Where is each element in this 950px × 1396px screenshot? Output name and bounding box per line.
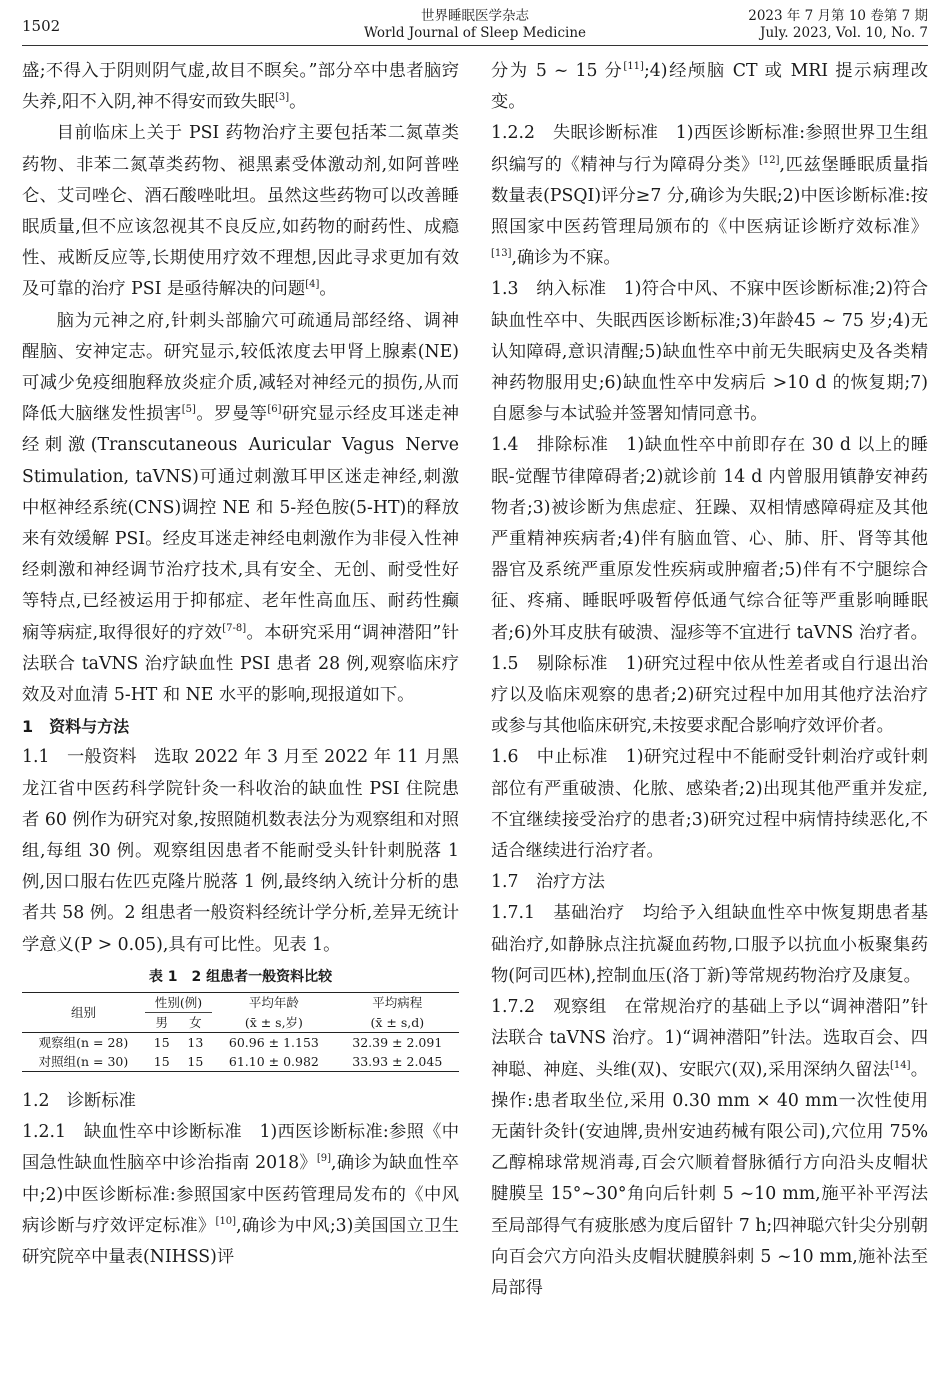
column-header: 女 (179, 1012, 213, 1032)
running-header (0, 0, 950, 44)
paragraph: 1.5 剔除标准 1)研究过程中依从性差者或自行退出治疗以及临床观察的患者;2)研究过程中加用其他疗法治疗或参与其他临床研究,未按要求配合影响疗效评价者。 (491, 653, 928, 737)
citation: [11] (623, 61, 644, 72)
paragraph: 目前临床上关于 PSI 药物治疗主要包括苯二氮䓬类药物、非苯二氮䓬类药物、褪黑素受体激动剂,如阿普唑仑、艾司唑仑、酒石酸唑吡坦。虽然这些药物可以改善睡眠质量,但不应该忽视其不良反应,如药物的耐药性、成瘾性、戒断反应等,长期使用疗效不理想,因此寻求更加有效及可靠的治疗 PSI 是亟待解决的问题[4]。 (22, 123, 459, 300)
paragraph: 脑为元神之府,针刺头部腧穴可疏通局部经络、调神醒脑、安神定志。研究显示,较低浓度去甲肾上腺素(NE)可减少免疫细胞释放炎症介质,减轻对神经元的损伤,从而降低大脑继发性损害[5]。罗曼等[6]研究显示经皮耳迷走神经刺激(Transcutaneous Auricular Vagus Nerve Stimulation, taVNS)可通过刺激耳甲区迷走神经,刺激中枢神经系统(CNS)调控 NE 和 5-羟色胺(5-HT)的释放来有效缓解 PSI。经皮耳迷走神经电刺激作为非侵入性神经刺激和神经调节治疗技术,具有安全、无创、耐受性好等特点,已经被运用于抑郁症、老年性高血压、耐药性癫痫等病症,取得很好的疗效[7-8]。本研究采用“调神潜阳”针法联合 taVNS 治疗缺血性 PSI 患者 28 例,观察临床疗效及对血清 5-HT 和 NE 水平的影响,现报道如下。 (22, 310, 459, 706)
data-table (22, 992, 459, 1072)
paragraph: 分为 5 ~ 15 分[11];4)经颅脑 CT 或 MRI 提示病理改变。 (491, 61, 928, 113)
table-title: 表 1 2 组患者一般资料比较 (148, 968, 333, 985)
paragraph: 1.2.2 失眠诊断标准 1)西医诊断标准:参照世界卫生组织编写的《精神与行为障碍分类》[12],匹兹堡睡眠质量指数量表(PSQI)评分≥7 分,确诊为失眠;2)中医诊断标准:按照国家中医药管理局颁布的《中医病证诊断疗效标准》[13],确诊为不寐。 (491, 123, 928, 269)
section-heading: 1 资料与方法 (22, 717, 130, 737)
paragraph: 1.2.1 缺血性卒中诊断标准 1)西医诊断标准:参照《中国急性缺血性脑卒中诊治指南 2018》[9],确诊为缺血性卒中;2)中医诊断标准:参照国家中医药管理局发布的《中风病诊断与疗效评定标准》[10],确诊为中风;3)美国国立卫生研究院卒中量表(NIHSS)评 (22, 1122, 459, 1267)
paragraph: 1.6 中止标准 1)研究过程中不能耐受针刺治疗或针刺部位有严重破溃、化脓、感染者;2)出现其他严重并发症,不宜继续接受治疗的患者;3)研究过程中病情持续恶化,不适合继续进行治疗者。 (491, 747, 928, 862)
left-column (22, 56, 459, 1273)
right-column (491, 56, 928, 1304)
journal-title-en: World Journal of Sleep Medicine (363, 25, 587, 41)
column-header: 男 (145, 1012, 179, 1032)
paragraph: 盛;不得入于阴则阴气虚,故目不瞑矣。”部分卒中患者脑窍失养,阳不入阴,神不得安而致失眠[3]。 (22, 61, 459, 113)
column-header: (x̄ ± s,d) (370, 1014, 425, 1030)
citation: [12] (759, 154, 780, 166)
subsection-heading: 1.7 治疗方法 (491, 872, 605, 893)
citation: [5] (181, 404, 196, 416)
table-row: 观察组(n = 28) 15 13 60.96 ± 1.153 32.39 ± 2.091 (22, 1032, 459, 1052)
column-header: (x̄ ± s,岁) (244, 1014, 303, 1030)
paragraph: 1.1 一般资料 选取 2022 年 3 月至 2022 年 11 月黑龙江省中医药科学院针灸一科收治的缺血性 PSI 住院患者 60 例作为研究对象,按照随机数表法分为观察组和对照组,每组 30 例。观察组因患者不能耐受头针针刺脱落 1 例,因口服右佐匹克隆片脱落 1 例,最终纳入统计分析的患者共 58 例。2 组患者一般资料经统计学分析,差异无统计学意义(P > 0.05),具有可比性。见表 1。 (22, 747, 460, 955)
subsection-heading: 1.2 诊断标准 (22, 1090, 136, 1111)
citation: [4] (305, 279, 320, 291)
citation: [7-8] (222, 622, 247, 634)
table-row: 对照组(n = 30) 15 15 61.10 ± 0.982 33.93 ± 2.045 (22, 1052, 459, 1072)
paragraph: 1.4 排除标准 1)缺血性卒中前即存在 30 d 以上的睡眠-觉醒节律障碍者;2)就诊前 14 d 内曾服用镇静安神药物者;3)被诊断为焦虑症、狂躁、双相情感障碍症及其他严重精神疾病者;4)伴有脑血管、心、肺、肝、肾等其他器官及系统严重原发性疾病或肿瘤者;5)伴有不宁腿综合征、疼痛、睡眠呼吸暂停低通气综合征等严重影响睡眠者;6)外耳皮肤有破溃、湿疹等不宜进行 taVNS 治疗者。 (491, 435, 928, 643)
citation: [13] (491, 248, 512, 260)
paragraph: 1.7.1 基础治疗 均给予入组缺血性卒中恢复期患者基础治疗,如静脉点注抗凝血药物,口服予以抗血小板聚集药物(阿司匹林),控制血压(洛丁新)等常规药物治疗及康复。 (491, 903, 928, 986)
paragraph: 1.7.2 观察组 在常规治疗的基础上予以“调神潜阳”针法联合 taVNS 治疗。1)“调神潜阳”针法。选取百会、四神聪、神庭、头维(双)、安眠穴(双),采用深纳久留法[14]。操作:患者取坐位,采用 0.30 mm × 40 mm一次性使用无菌针灸针(安迪牌,贵州安迪药械有限公司),穴位用 75% 乙醇棉球常规消毒,百会穴顺着督脉循行方向沿头皮帽状腱膜呈 15°~30°角向后针刺 5 ~10 mm,施平补平泻法至局部得气有疲胀感为度后留针 7 h;四神聪穴针尖分别朝向百会穴方向沿头皮帽状腱膜斜刺 5 ~10 mm,施补法至局部得 (491, 997, 928, 1298)
column-header: 组别 (22, 992, 145, 1032)
column-header: 平均病程 (336, 992, 459, 1012)
paragraph: 1.3 纳入标准 1)符合中风、不寐中医诊断标准;2)符合缺血性卒中、失眠西医诊断标准;3)年龄45 ~ 75 岁;4)无认知障碍,意识清醒;5)缺血性卒中前无失眠病史及各类精神药物服用史;6)缺血性卒中发病后 >10 d 的恢复期;7)自愿参与本试验并签署知情同意书。 (491, 279, 928, 425)
page-number: 1502 (22, 17, 61, 35)
journal-title-cn: 世界睡眠医学杂志 (421, 8, 529, 24)
issue-info-cn: 2023 年 7 月第 10 卷第 7 期 (748, 8, 928, 24)
citation: [6] (267, 404, 282, 416)
column-header: 性别(例) (145, 992, 212, 1012)
header-rule (22, 45, 928, 46)
citation: [14] (890, 1059, 911, 1071)
citation: [10] (215, 1215, 237, 1227)
citation: [9] (316, 1153, 332, 1165)
column-header: 平均年龄 (212, 992, 335, 1012)
issue-info (748, 8, 928, 42)
issue-info-en: July. 2023, Vol. 10, No. 7 (760, 25, 928, 41)
citation: [3] (274, 92, 290, 104)
